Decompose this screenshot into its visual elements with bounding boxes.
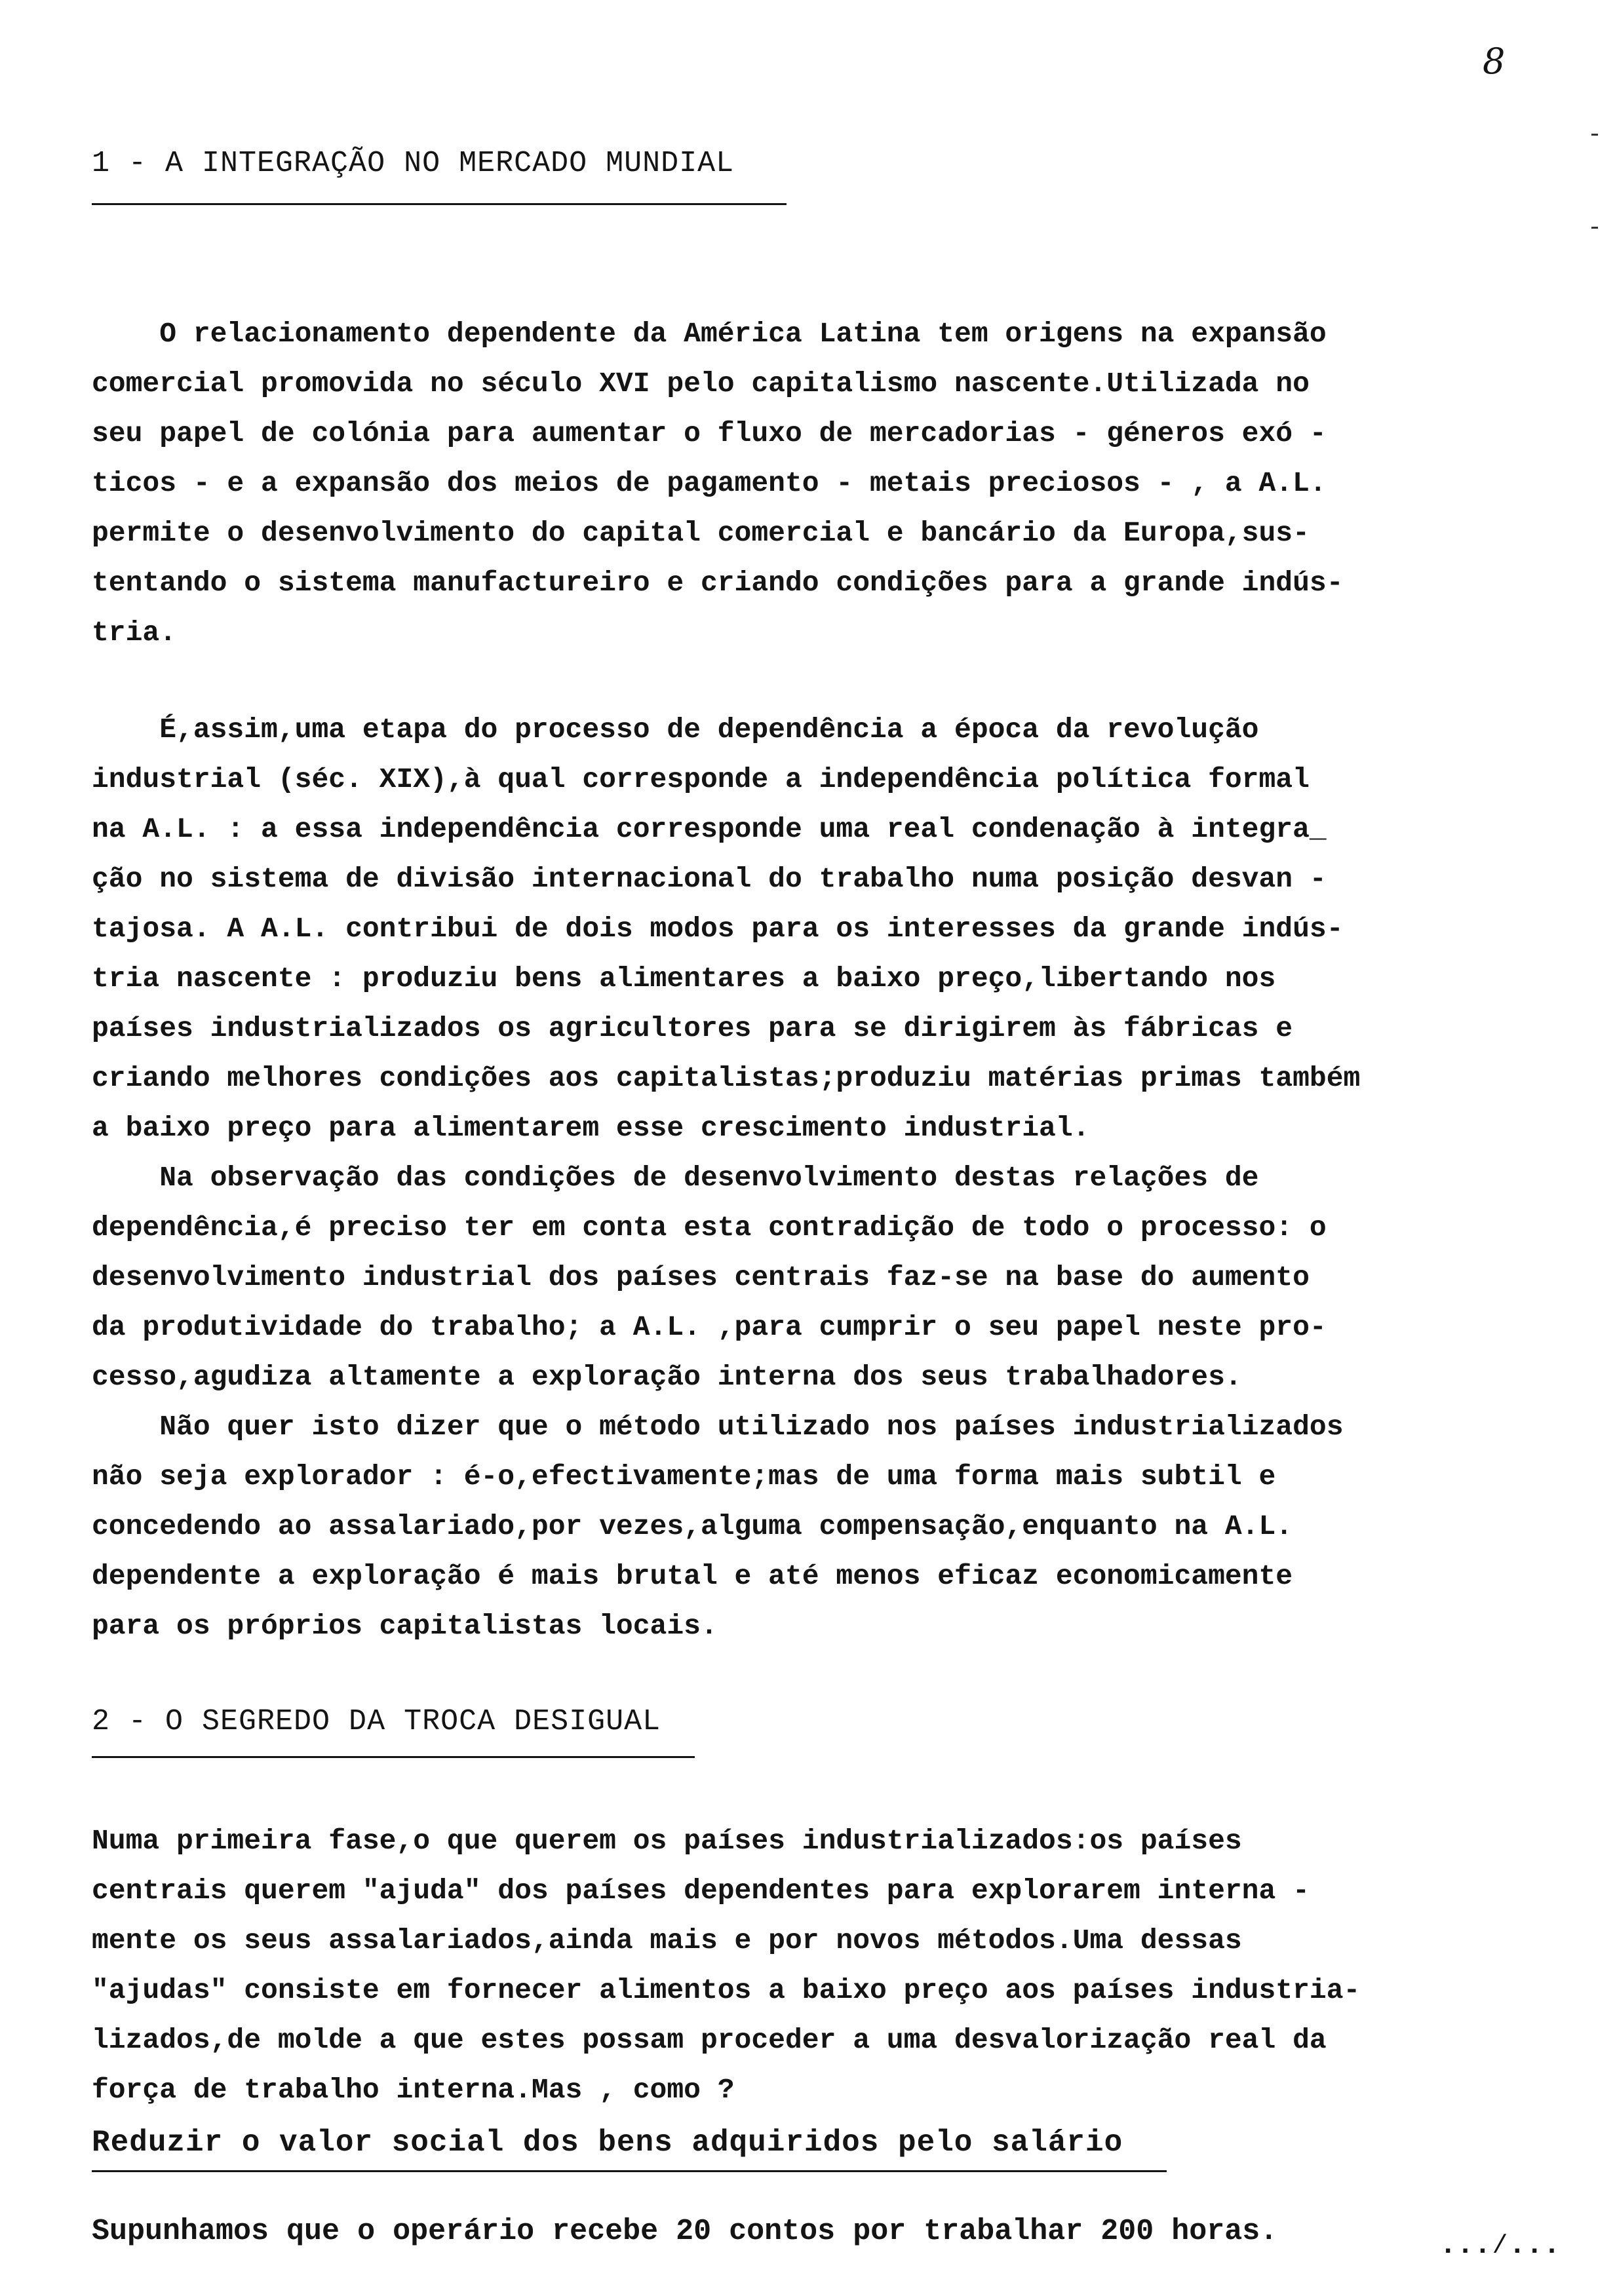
text-line: Não quer isto dizer que o método utilizado nos países industrializados: [92, 1411, 1344, 1443]
text-line: Na observação das condições de desenvolvimento destas relações de: [92, 1162, 1259, 1194]
text-line: não seja explorador : é-o,efectivamente;mas de uma forma mais subtil e: [92, 1461, 1276, 1493]
margin-mark: [1591, 134, 1598, 136]
text-line: tajosa. A A.L. contribui de dois modos para os interesses da grande indús-: [92, 913, 1344, 945]
subheading-underline: [92, 2170, 1167, 2172]
section-2-paragraph: [92, 1816, 1560, 2115]
text-line: ção no sistema de divisão internacional do trabalho numa posição desvan -: [92, 863, 1327, 895]
text-line: da produtividade do trabalho; a A.L. ,para cumprir o seu papel neste pro-: [92, 1311, 1327, 1343]
margin-mark: [1591, 227, 1598, 229]
text-line: O relacionamento dependente da América Latina tem origens na expansão: [92, 318, 1327, 350]
section-1-heading: 1 - A INTEGRAÇÃO NO MERCADO MUNDIAL: [92, 147, 735, 180]
text-line: para os próprios capitalistas locais.: [92, 1610, 718, 1642]
text-line: centrais querem "ajuda" dos países dependentes para explorarem interna -: [92, 1875, 1310, 1907]
closing-line: Supunhamos que o operário recebe 20 contos por trabalhar 200 horas.: [92, 2215, 1278, 2248]
page-number: 8: [1483, 41, 1506, 82]
continuation-marker: ...⁄...: [1439, 2229, 1561, 2262]
section-1-paragraph-1: [92, 309, 1560, 658]
text-line: lizados,de molde a que estes possam proceder a uma desvalorização real da: [92, 2024, 1327, 2056]
text-line: países industrializados os agricultores para se dirigirem às fábricas e: [92, 1012, 1293, 1044]
text-line: permite o desenvolvimento do capital comercial e bancário da Europa,sus-: [92, 517, 1310, 549]
section-2-heading-underline: [92, 1756, 695, 1758]
text-line: tria nascente : produziu bens alimentares a baixo preço,libertando nos: [92, 963, 1276, 995]
text-line: criando melhores condições aos capitalistas;produziu matérias primas também: [92, 1062, 1361, 1094]
text-line: É,assim,uma etapa do processo de dependência a época da revolução: [92, 714, 1259, 746]
text-line: "ajudas" consiste em fornecer alimentos a baixo preço aos países industria-: [92, 1974, 1361, 2006]
text-line: ticos - e a expansão dos meios de pagamento - metais preciosos - , a A.L.: [92, 467, 1327, 499]
text-line: concedendo ao assalariado,por vezes,alguma compensação,enquanto na A.L.: [92, 1510, 1293, 1542]
text-line: força de trabalho interna.Mas , como ?: [92, 2074, 735, 2106]
text-line: a baixo preço para alimentarem esse crescimento industrial.: [92, 1112, 1090, 1144]
text-line: na A.L. : a essa independência corresponde uma real condenação à integra_: [92, 813, 1327, 845]
text-line: cesso,agudiza altamente a exploração interna dos seus trabalhadores.: [92, 1361, 1242, 1393]
subheading: Reduzir o valor social dos bens adquiridos pelo salário: [92, 2126, 1123, 2160]
text-line: dependente a exploração é mais brutal e até menos eficaz economicamente: [92, 1560, 1293, 1592]
text-line: tria.: [92, 617, 177, 649]
section-1-heading-underline: [92, 203, 787, 205]
section-1-paragraph-2: [92, 705, 1560, 1651]
text-line: comercial promovida no século XVI pelo capitalismo nascente.Utilizada no: [92, 368, 1310, 400]
text-line: mente os seus assalariados,ainda mais e por novos métodos.Uma dessas: [92, 1924, 1242, 1957]
text-line: desenvolvimento industrial dos países centrais faz-se na base do aumento: [92, 1261, 1310, 1293]
text-line: dependência,é preciso ter em conta esta contradição de todo o processo: o: [92, 1212, 1327, 1244]
section-2-heading: 2 - O SEGREDO DA TROCA DESIGUAL: [92, 1705, 661, 1738]
text-line: industrial (séc. XIX),à qual corresponde a independência política formal: [92, 763, 1310, 795]
text-line: tentando o sistema manufactureiro e criando condições para a grande indús-: [92, 567, 1344, 599]
text-line: seu papel de colónia para aumentar o fluxo de mercadorias - géneros exó -: [92, 417, 1327, 450]
text-line: Numa primeira fase,o que querem os países industrializados:os países: [92, 1825, 1242, 1857]
